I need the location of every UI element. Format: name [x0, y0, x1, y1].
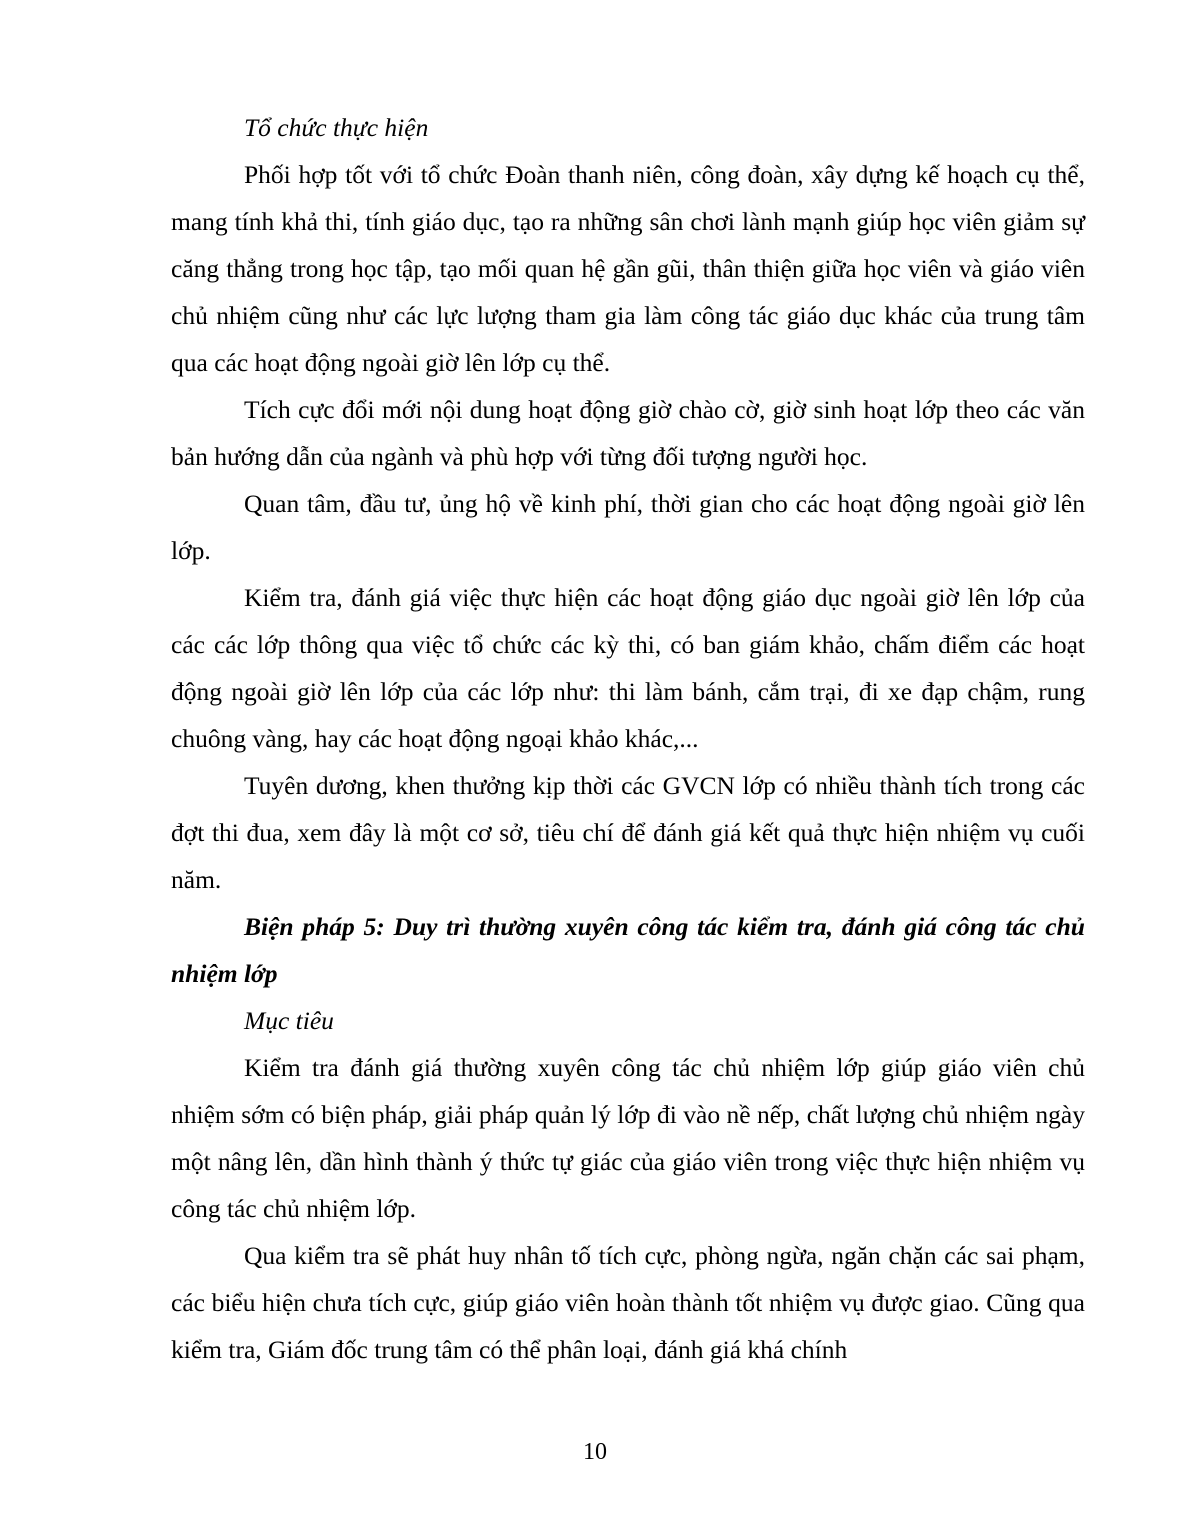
paragraph: Phối hợp tốt với tổ chức Đoàn thanh niên, công đoàn, xây dựng kế hoạch cụ thể, mang tính khả thi, tính giáo dục, tạo ra những sân chơi lành mạnh giúp học viên giảm sự căng thẳng trong học tập, tạo mối quan hệ gần gũi, thân thiện giữa học viên và giáo viên chủ nhiệm cũng như các lực lượng tham gia làm công tác giáo dục khác của trung tâm qua các hoạt động ngoài giờ lên lớp cụ thể. [171, 160, 1085, 377]
paragraph: Qua kiểm tra sẽ phát huy nhân tố tích cực, phòng ngừa, ngăn chặn các sai phạm, các biểu hiện chưa tích cực, giúp giáo viên hoàn thành tốt nhiệm vụ được giao. Cũng qua kiểm tra, Giám đốc trung tâm có thể phân loại, đánh giá khá chính [171, 1241, 1085, 1364]
paragraph: Tuyên dương, khen thưởng kịp thời các GVCN lớp có nhiều thành tích trong các đợt thi đua, xem đây là một cơ sở, tiêu chí để đánh giá kết quả thực hiện nhiệm vụ cuối năm. [171, 771, 1085, 894]
paragraph: Tích cực đổi mới nội dung hoạt động giờ chào cờ, giờ sinh hoạt lớp theo các văn bản hướng dẫn của ngành và phù hợp với từng đối tượng người học. [171, 395, 1085, 471]
paragraph: Kiểm tra đánh giá thường xuyên công tác chủ nhiệm lớp giúp giáo viên chủ nhiệm sớm có biện pháp, giải pháp quản lý lớp đi vào nề nếp, chất lượng chủ nhiệm ngày một nâng lên, dần hình thành ý thức tự giác của giáo viên trong việc thực hiện nhiệm vụ công tác chủ nhiệm lớp. [171, 1053, 1085, 1223]
document-page [171, 104, 1085, 1373]
page-number: 10 [583, 1439, 607, 1465]
paragraph: Kiểm tra, đánh giá việc thực hiện các hoạt động giáo dục ngoài giờ lên lớp của các các lớp thông qua việc tổ chức các kỳ thi, có ban giám khảo, chấm điểm các hoạt động ngoài giờ lên lớp của các lớp như: thi làm bánh, cắm trại, đi xe đạp chậm, rung chuông vàng, hay các hoạt động ngoại khảo khác,... [171, 583, 1085, 753]
paragraph: Quan tâm, đầu tư, ủng hộ về kinh phí, thời gian cho các hoạt động ngoài giờ lên lớp. [171, 489, 1085, 565]
subheading-objective: Mục tiêu [244, 1006, 334, 1035]
subheading-implementation: Tổ chức thực hiện [244, 113, 429, 142]
section-heading: Biện pháp 5: Duy trì thường xuyên công tác kiểm tra, đánh giá công tác chủ nhiệm lớp [171, 912, 1085, 988]
